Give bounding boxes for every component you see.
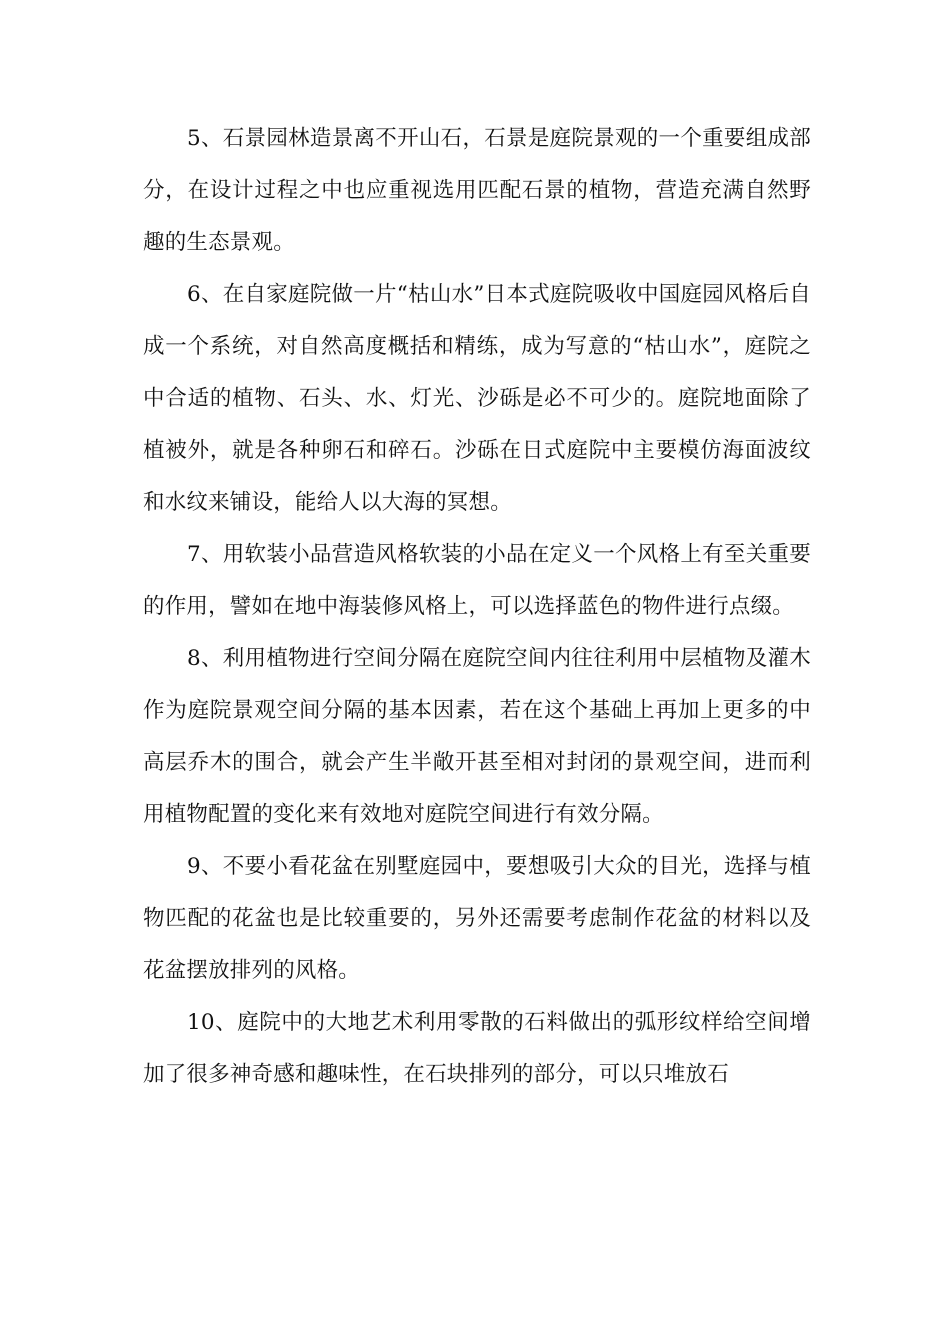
- paragraph-7: 7、用软装小品营造风格软装的小品在定义一个风格上有至关重要的作用，譬如在地中海装修风格上，可以选择蓝色的物件进行点缀。: [143, 542, 811, 619]
- paragraph-5: 5、石景园林造景离不开山石，石景是庭院景观的一个重要组成部分，在设计过程之中也应重视选用匹配石景的植物，营造充满自然野趣的生态景观。: [143, 126, 811, 255]
- paragraph-9: 9、不要小看花盆在别墅庭园中，要想吸引大众的目光，选择与植物匹配的花盆也是比较重要的，另外还需要考虑制作花盆的材料以及花盆摆放排列的风格。: [143, 854, 811, 983]
- paragraph-6: 6、在自家庭院做一片“枯山水”日本式庭院吸收中国庭园风格后自成一个系统，对自然高度概括和精练，成为写意的“枯山水”，庭院之中合适的植物、石头、水、灯光、沙砾是必不可少的。庭院地面除了植被外，就是各种卵石和碎石。沙砾在日式庭院中主要模仿海面波纹和水纹来铺设，能给人以大海的冥想。: [143, 282, 811, 515]
- document-body: [143, 113, 811, 1101]
- paragraph-10: 10、庭院中的大地艺术利用零散的石料做出的弧形纹样给空间增加了很多神奇感和趣味性，在石块排列的部分，可以只堆放石: [143, 1010, 811, 1087]
- paragraph-8: 8、利用植物进行空间分隔在庭院空间内往往利用中层植物及灌木作为庭院景观空间分隔的基本因素，若在这个基础上再加上更多的中高层乔木的围合，就会产生半敞开甚至相对封闭的景观空间，进而利用植物配置的变化来有效地对庭院空间进行有效分隔。: [143, 646, 811, 827]
